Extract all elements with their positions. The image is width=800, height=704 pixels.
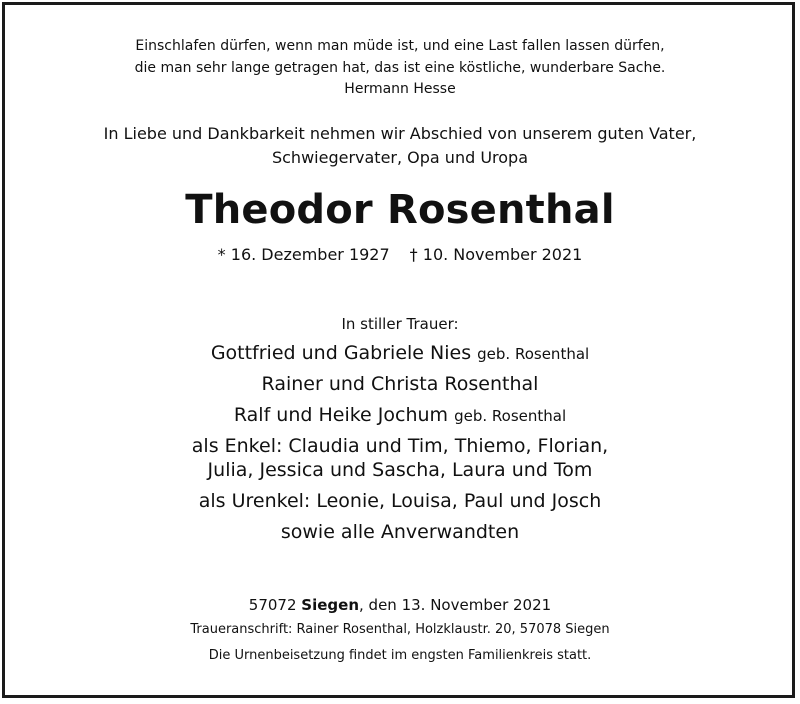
postal-code: 57072 — [248, 596, 297, 614]
burial-notice: Die Urnenbeisetzung findet im engsten Familienkreis statt. — [208, 648, 592, 663]
mourner-family-3 — [0, 404, 800, 426]
great-grandchildren-line: als Urenkel: Leonie, Louisa, Paul und Josch — [198, 490, 602, 512]
mourner-family-1-note: geb. Rosenthal — [477, 345, 590, 363]
mourner-family-1 — [0, 342, 800, 364]
birth-date: * 16. Dezember 1927 — [217, 245, 390, 264]
place-date-line — [0, 596, 800, 614]
mourner-family-3-names: Ralf und Heike Jochum — [233, 404, 449, 426]
mourner-family-2-names: Rainer und Christa Rosenthal — [261, 373, 539, 395]
notice-date: , den 13. November 2021 — [359, 596, 552, 614]
quote-line-2: die man sehr lange getragen hat, das ist eine köstliche, wunderbare Sache. — [134, 60, 666, 76]
mourner-family-2 — [0, 373, 800, 395]
relatives-line: sowie alle Anverwandten — [280, 521, 520, 543]
grandchildren-line-2: Julia, Jessica und Sascha, Laura und Tom — [207, 459, 593, 481]
deceased-name: Theodor Rosenthal — [185, 187, 615, 233]
mourning-address: Traueranschrift: Rainer Rosenthal, Holzklaustr. 20, 57078 Siegen — [190, 622, 610, 637]
city: Siegen — [301, 596, 360, 614]
intro-line-2: Schwiegervater, Opa und Uropa — [271, 148, 529, 167]
mourner-family-1-names: Gottfried und Gabriele Nies — [210, 342, 472, 364]
mourning-label: In stiller Trauer: — [341, 315, 459, 333]
quote-author: Hermann Hesse — [344, 81, 456, 97]
death-date: † 10. November 2021 — [409, 245, 583, 264]
intro-line-1: In Liebe und Dankbarkeit nehmen wir Abschied von unserem guten Vater, — [103, 124, 697, 143]
life-dates — [0, 245, 800, 264]
grandchildren-line-1: als Enkel: Claudia und Tim, Thiemo, Florian, — [191, 435, 609, 457]
quote-line-1: Einschlafen dürfen, wenn man müde ist, und eine Last fallen lassen dürfen, — [135, 38, 665, 54]
mourner-family-3-note: geb. Rosenthal — [454, 407, 567, 425]
